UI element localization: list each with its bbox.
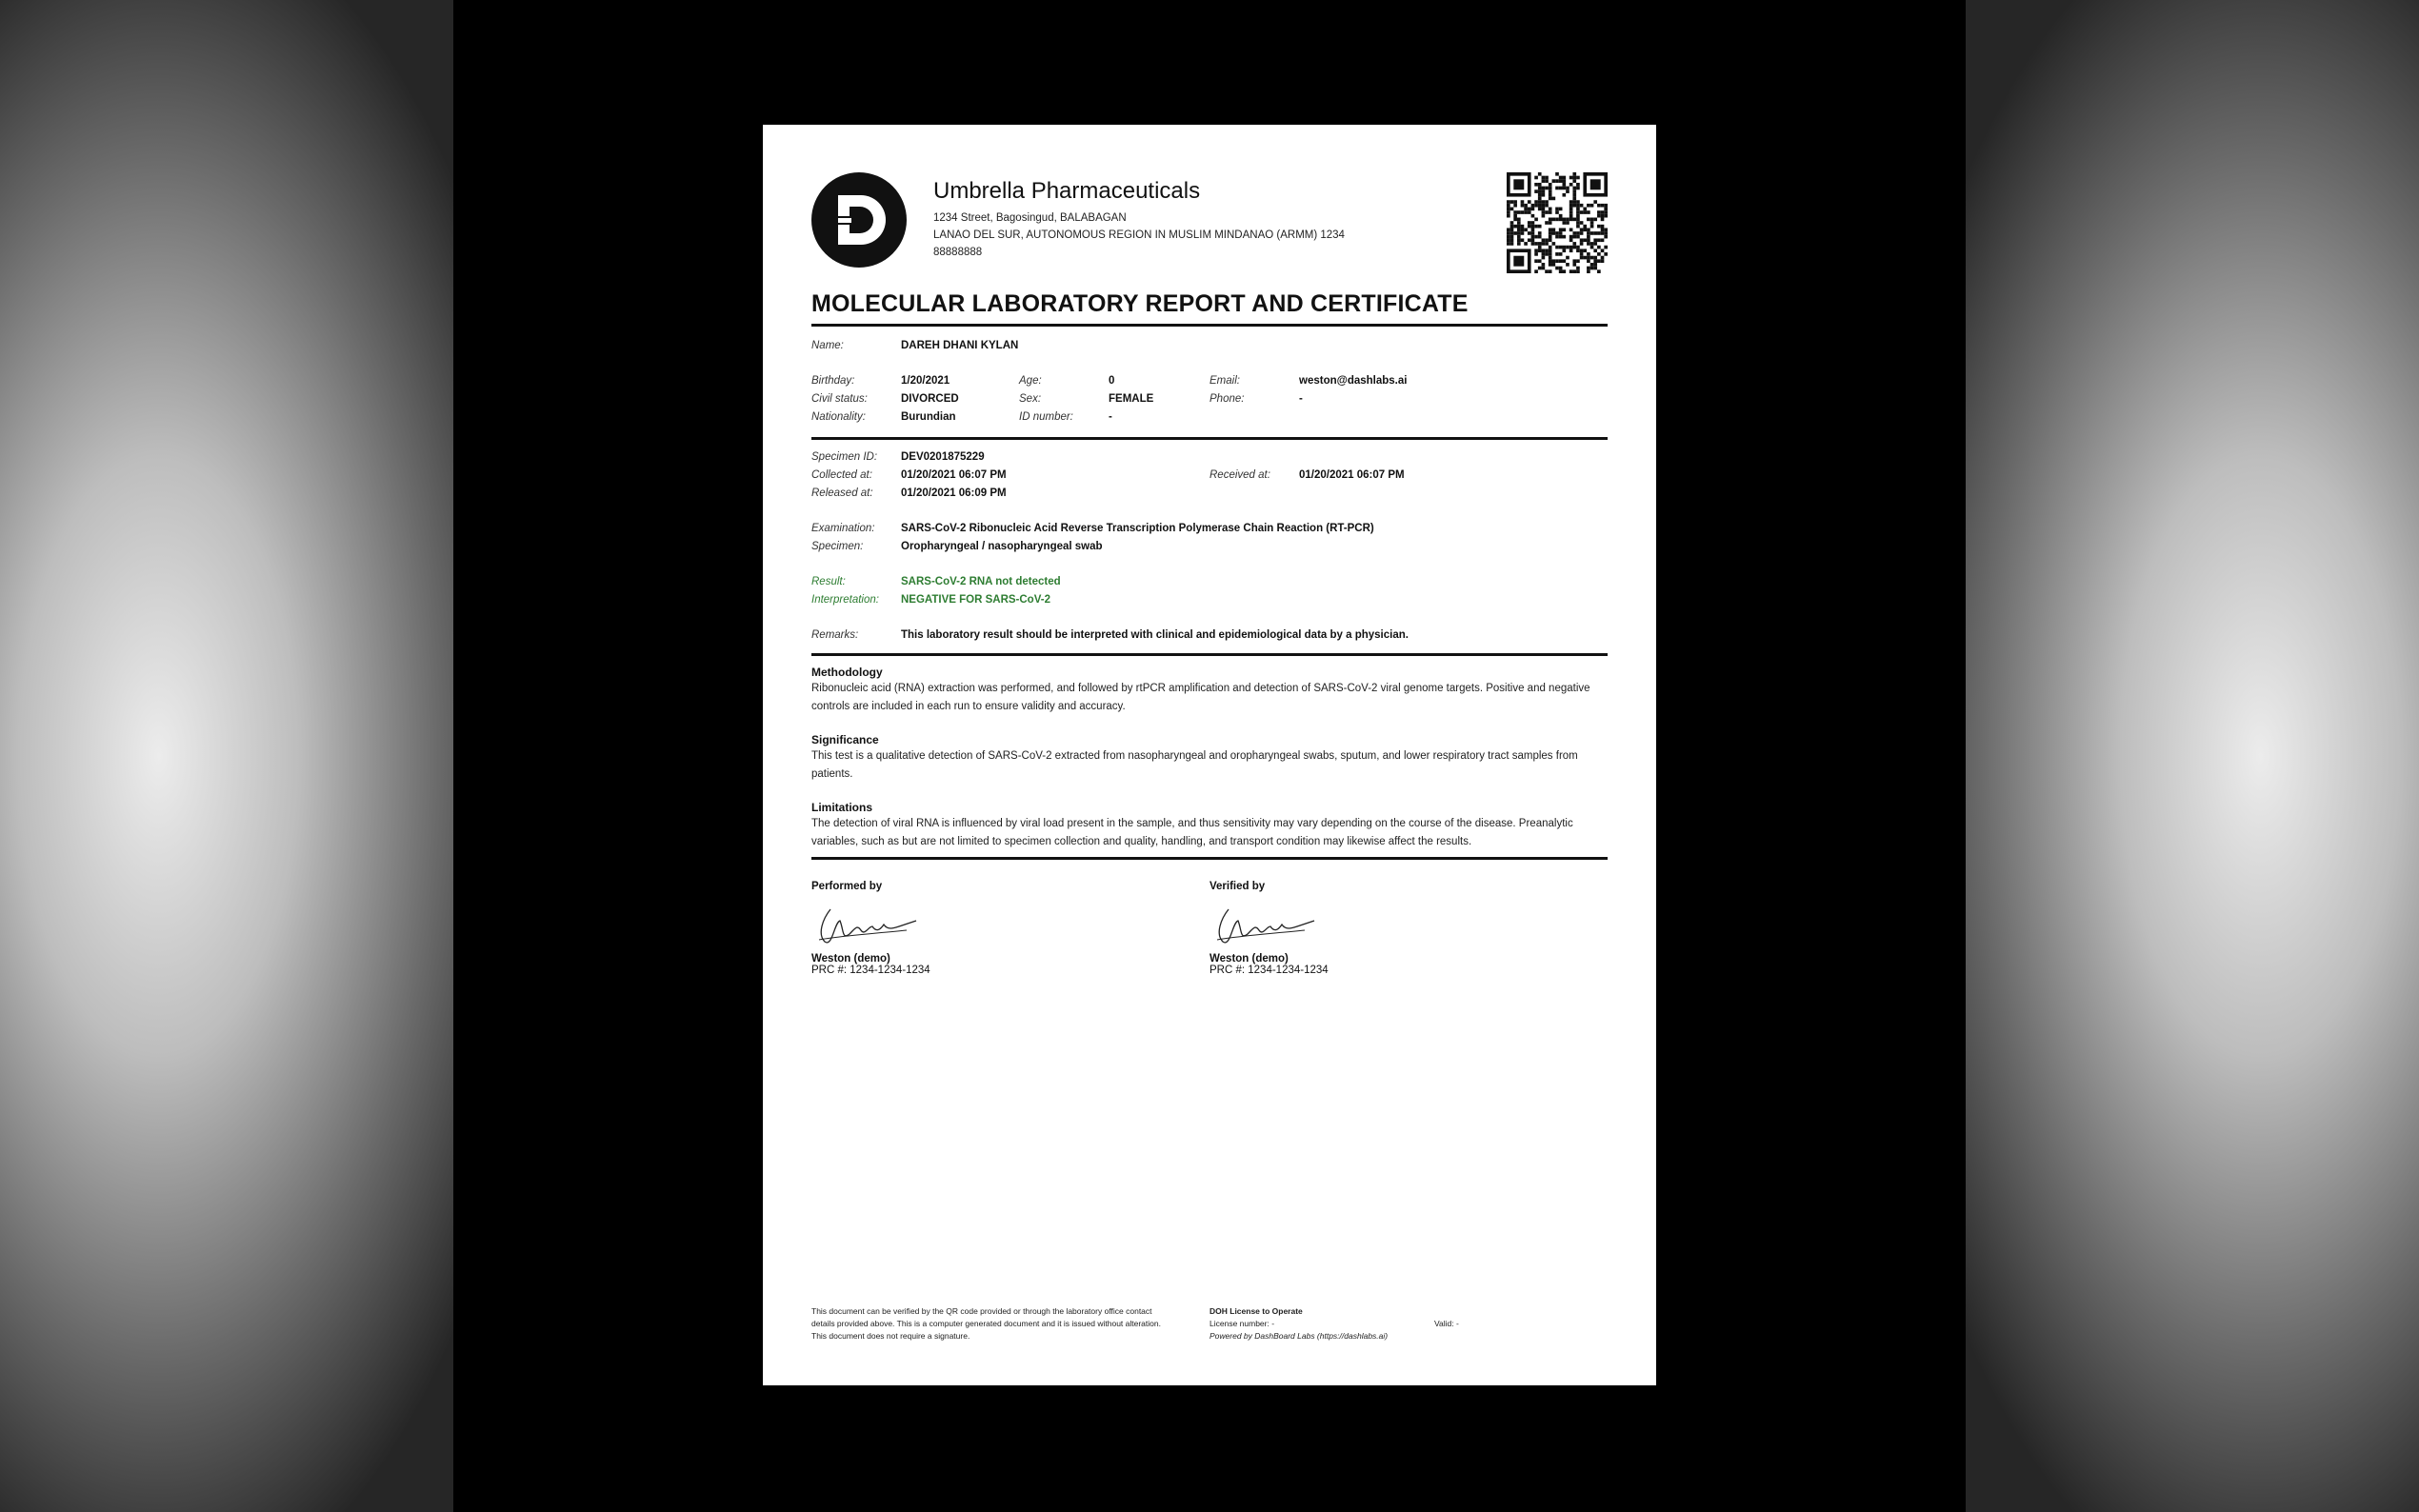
id-number-label: ID number: <box>1019 411 1073 423</box>
footer-disclaimer: This document can be verified by the QR code provided or through the laboratory office contact details provided above. This is a computer generated document and it is issued without alteration. This document does not require a signature. <box>811 1306 1161 1341</box>
patient-nationality: Burundian <box>901 411 956 423</box>
lab-address-line-1: 1234 Street, Bagosingud, BALABAGAN <box>933 212 1127 224</box>
specimen-section <box>811 440 1608 656</box>
birthday-label: Birthday: <box>811 375 855 387</box>
performed-by-block <box>811 881 930 976</box>
examination-label: Examination: <box>811 523 875 534</box>
specimen-type-label: Specimen: <box>811 541 864 552</box>
methodology-title: Methodology <box>811 666 883 679</box>
performed-by-name: Weston (demo) <box>811 953 890 965</box>
sex-label: Sex: <box>1019 393 1042 405</box>
result-label: Result: <box>811 576 846 587</box>
lab-address-line-2: LANAO DEL SUR, AUTONOMOUS REGION IN MUSLIM MINDANAO (ARMM) 1234 <box>933 229 1345 241</box>
methodology-body: Ribonucleic acid (RNA) extraction was performed, and followed by rtPCR amplification and detection of SARS-CoV-2 viral genome targets. Positive and negative controls are included in each run to ensure validity and accuracy. <box>811 683 1590 712</box>
lab-info <box>933 178 1345 261</box>
report-header <box>811 172 1608 285</box>
collected-at: 01/20/2021 06:07 PM <box>901 469 1007 481</box>
lab-logo-icon <box>811 172 907 268</box>
verification-qr-code[interactable] <box>1507 172 1608 273</box>
specimen-id: DEV0201875229 <box>901 451 985 463</box>
result-value: SARS-CoV-2 RNA not detected <box>901 576 1061 587</box>
specimen-id-label: Specimen ID: <box>811 451 878 463</box>
nationality-label: Nationality: <box>811 411 866 423</box>
released-at: 01/20/2021 06:09 PM <box>901 487 1007 499</box>
limitations-title: Limitations <box>811 801 873 814</box>
performed-signature <box>811 902 926 951</box>
collected-label: Collected at: <box>811 469 872 481</box>
verified-signature <box>1210 902 1324 951</box>
verified-by-label: Verified by <box>1210 881 1266 892</box>
age-label: Age: <box>1019 375 1042 387</box>
footer-license <box>1210 1305 1552 1343</box>
received-at: 01/20/2021 06:07 PM <box>1299 469 1405 481</box>
patient-sex: FEMALE <box>1109 393 1154 405</box>
verified-by-prc: PRC #: 1234-1234-1234 <box>1210 965 1329 976</box>
patient-birthday: 1/20/2021 <box>901 375 950 387</box>
patient-age: 0 <box>1109 375 1115 387</box>
interpretation-value: NEGATIVE FOR SARS-CoV-2 <box>901 594 1050 606</box>
right-backdrop <box>1966 0 2419 1512</box>
email-label: Email: <box>1210 375 1240 387</box>
left-backdrop <box>0 0 453 1512</box>
phone-label: Phone: <box>1210 393 1245 405</box>
lab-phone: 88888888 <box>933 247 983 258</box>
lab-certificate-page <box>763 125 1656 1385</box>
received-label: Received at: <box>1210 469 1270 481</box>
license-valid: Valid: - <box>1434 1319 1459 1328</box>
remarks-label: Remarks: <box>811 629 859 641</box>
significance-title: Significance <box>811 733 879 746</box>
performed-by-label: Performed by <box>811 881 883 892</box>
remarks-value: This laboratory result should be interpreted with clinical and epidemiological data by a physician. <box>901 629 1409 641</box>
patient-name: DAREH DHANI KYLAN <box>901 340 1019 351</box>
patient-civil-status: DIVORCED <box>901 393 959 405</box>
lab-name: Umbrella Pharmaceuticals <box>933 178 1201 204</box>
significance-body: This test is a qualitative detection of SARS-CoV-2 extracted from nasopharyngeal and oropharyngeal swabs, sputum, and lower respiratory tract samples from patients. <box>811 750 1578 780</box>
limitations-body: The detection of viral RNA is influenced by viral load present in the sample, and thus sensitivity may vary depending on the course of the disease. Preanalytic variables, such as but are not limited to specimen collection and quality, handling, and transport condition may likewise affect the results. <box>811 818 1573 847</box>
name-label: Name: <box>811 340 844 351</box>
patient-section <box>811 327 1608 440</box>
interpretation-label: Interpretation: <box>811 594 879 606</box>
report-title: MOLECULAR LABORATORY REPORT AND CERTIFICATE <box>811 290 1608 327</box>
signatures-section <box>811 869 1608 993</box>
civil-status-label: Civil status: <box>811 393 868 405</box>
verified-by-name: Weston (demo) <box>1210 953 1289 965</box>
license-number: License number: - <box>1210 1319 1275 1328</box>
powered-by: Powered by DashBoard Labs (https://dashlabs.ai) <box>1210 1331 1389 1341</box>
specimen-type: Oropharyngeal / nasopharyngeal swab <box>901 541 1103 552</box>
notes-section <box>811 666 1608 860</box>
released-label: Released at: <box>811 487 873 499</box>
license-title: DOH License to Operate <box>1210 1306 1303 1316</box>
performed-by-prc: PRC #: 1234-1234-1234 <box>811 965 930 976</box>
patient-id-number: - <box>1109 411 1112 423</box>
verified-by-block <box>1210 881 1329 976</box>
patient-phone: - <box>1299 393 1303 405</box>
examination: SARS-CoV-2 Ribonucleic Acid Reverse Transcription Polymerase Chain Reaction (RT-PCR) <box>901 523 1374 534</box>
patient-email: weston@dashlabs.ai <box>1299 375 1408 387</box>
